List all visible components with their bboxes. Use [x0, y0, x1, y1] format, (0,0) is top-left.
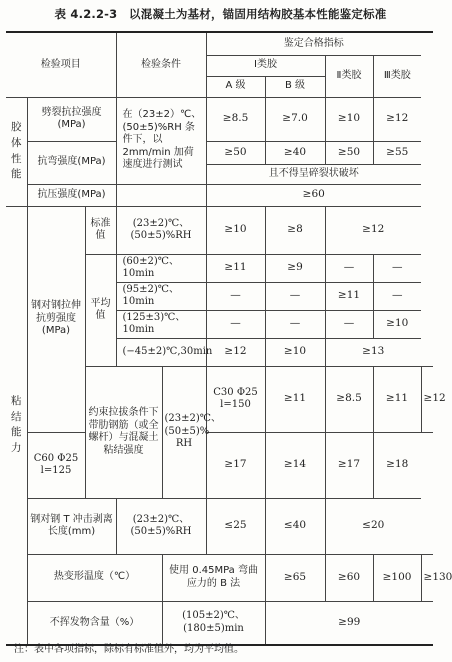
header-class3: Ⅲ类胶 — [373, 55, 421, 97]
table-row — [6, 184, 433, 206]
value-cell: — — [373, 282, 421, 310]
value-cell: ≥9 — [265, 254, 325, 282]
value-cell: ≥17 — [206, 432, 265, 498]
value-cell: — — [373, 254, 421, 282]
condition-cell: (95±2)℃、10min — [116, 282, 206, 310]
item-cell: 钢对钢 T 冲击剥离长度(mm) — [27, 498, 116, 554]
value-cell: ≥12 — [421, 366, 433, 432]
item-cell: 抗弯强度(MPa) — [27, 141, 116, 184]
table-row — [6, 601, 433, 645]
condition-cell — [116, 184, 206, 206]
header-grade-a: A 级 — [206, 76, 265, 97]
value-cell: ≥10 — [206, 206, 265, 254]
header-class2: Ⅱ类胶 — [325, 55, 373, 97]
header-item: 检验项目 — [6, 32, 116, 97]
condition-cell: 在（23±2）℃、(50±5)%RH 条件下，以 2mm/min 加荷速度进行测试 — [116, 97, 206, 184]
value-cell: — — [206, 282, 265, 310]
group-label — [6, 206, 27, 645]
condition-cell: (60±2)℃、10min — [116, 254, 206, 282]
value-cell: ≥60 — [325, 554, 373, 601]
sub-item-cell: 标准值 — [85, 206, 116, 254]
value-cell: ≥17 — [325, 432, 373, 498]
value-cell: ≥10 — [265, 338, 325, 366]
condition-cell: (23±2)℃、(50±5)% RH — [162, 366, 206, 498]
value-cell: ≥13 — [325, 338, 421, 366]
item-cell: 约束拉拔条件下带肋钢筋（或全螺杆）与混凝土粘结强度 — [85, 366, 162, 498]
value-cell: ≥65 — [265, 554, 325, 601]
table-row — [6, 206, 433, 254]
value-cell: ≥130 — [421, 554, 433, 601]
value-cell: ≤20 — [325, 498, 421, 554]
value-cell: ≥11 — [206, 254, 265, 282]
value-cell: ≥40 — [265, 141, 325, 164]
value-cell: ≥8 — [265, 206, 325, 254]
header-row — [6, 32, 433, 55]
condition-cell: (105±2)℃、(180±5)min — [162, 601, 265, 645]
sub-item-cell: 平均值 — [85, 254, 116, 366]
value-cell: ≥60 — [206, 184, 421, 206]
spec-table — [6, 31, 452, 646]
item-cell: 热变形温度（℃） — [27, 554, 162, 601]
value-cell: ≥12 — [373, 97, 421, 141]
header-criteria: 鉴定合格指标 — [206, 32, 421, 55]
table-note: 注：表中各项指标，除标有标准值外，均为平均值。 — [14, 644, 244, 655]
spec-cell: C30 Φ25 l=150 — [206, 366, 265, 432]
value-cell: ≥11 — [265, 366, 325, 432]
group-label — [6, 97, 27, 206]
value-cell: ≥14 — [265, 432, 325, 498]
table-row — [6, 141, 433, 164]
value-cell: ≥55 — [373, 141, 421, 164]
item-cell: 抗压强度(MPa) — [27, 184, 116, 206]
value-cell: ≥12 — [206, 338, 265, 366]
value-cell: ≥99 — [265, 601, 433, 645]
value-cell: ≤25 — [206, 498, 265, 554]
value-cell: — — [265, 310, 325, 338]
value-cell: ≥10 — [325, 97, 373, 141]
table-row — [6, 432, 433, 498]
value-cell: — — [325, 254, 373, 282]
value-cell: ≥11 — [373, 366, 421, 432]
condition-cell: 使用 0.45MPa 弯曲应力的 B 法 — [162, 554, 265, 601]
value-cell: — — [325, 310, 373, 338]
table-row — [6, 554, 433, 601]
value-cell: ≥10 — [373, 310, 421, 338]
item-cell: 劈裂抗拉强度(MPa) — [27, 97, 116, 141]
value-cell: ≤40 — [265, 498, 325, 554]
table-row — [6, 498, 433, 554]
group-label-text: 粘结能力 — [11, 394, 22, 454]
condition-cell: (23±2)℃、(50±5)%RH — [116, 498, 206, 554]
value-cell: ≥8.5 — [206, 97, 265, 141]
item-cell: 钢对钢拉伸抗剪强度(MPa) — [27, 206, 85, 432]
value-cell: ≥12 — [325, 206, 421, 254]
header-condition: 检验条件 — [116, 32, 206, 97]
spec-cell: C60 Φ25 l=125 — [27, 432, 85, 498]
table-title: 表 4.2.2-3 以混凝土为基材，锚固用结构胶基本性能鉴定标准 — [54, 7, 387, 21]
value-cell: ≥18 — [373, 432, 421, 498]
condition-cell: (23±2)℃、(50±5)%RH — [116, 206, 206, 254]
note-cell: 且不得呈碎裂状破坏 — [206, 164, 421, 184]
value-cell: ≥100 — [373, 554, 421, 601]
header-class1: Ⅰ类胶 — [206, 55, 325, 76]
value-cell: — — [206, 310, 265, 338]
condition-cell: (125±3)℃、10min — [116, 310, 206, 338]
header-grade-b: B 级 — [265, 76, 325, 97]
value-cell: ≥50 — [206, 141, 265, 164]
value-cell: — — [265, 282, 325, 310]
group-label-text: 胶体性能 — [11, 121, 22, 181]
value-cell: ≥7.0 — [265, 97, 325, 141]
item-cell: 不挥发物含量（%） — [27, 601, 162, 645]
condition-cell: (−45±2)℃,30min — [116, 338, 206, 366]
value-cell: ≥11 — [325, 282, 373, 310]
table-row — [6, 97, 433, 141]
value-cell: ≥50 — [325, 141, 373, 164]
value-cell: ≥8.5 — [325, 366, 373, 432]
